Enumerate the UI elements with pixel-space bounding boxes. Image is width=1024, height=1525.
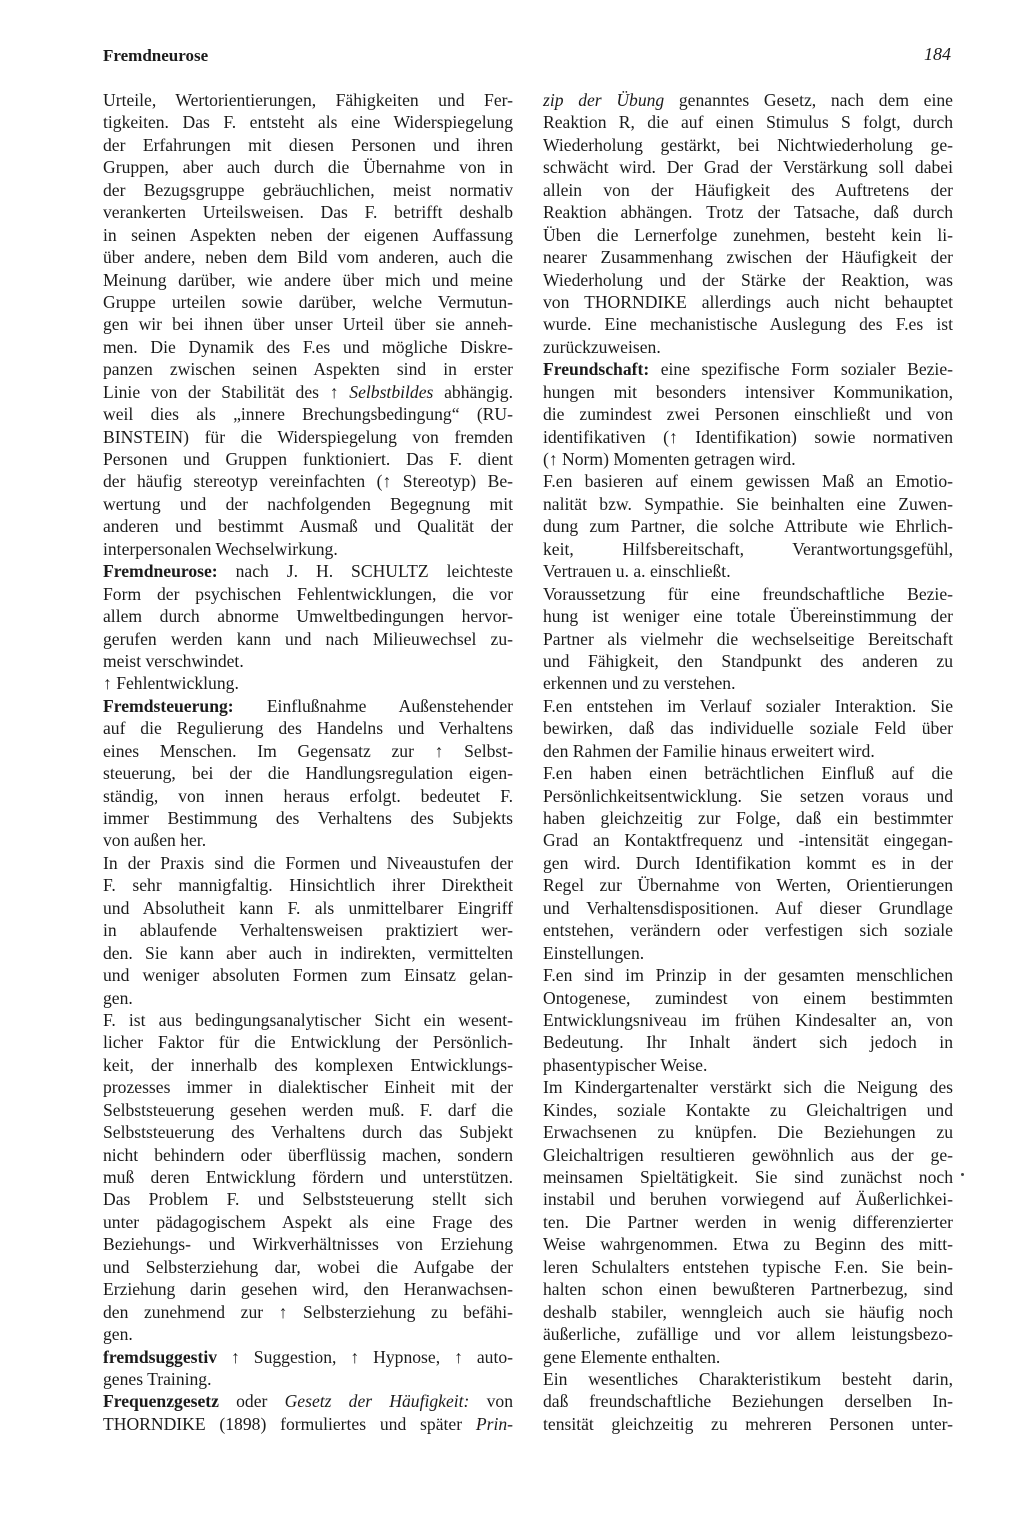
left-text-column [103, 89, 513, 1435]
text-line [543, 1368, 953, 1390]
text-line [103, 111, 513, 133]
text-line [543, 134, 953, 156]
text-line [543, 403, 953, 425]
text-segment: Regel zur Übernahme von Werten, Orientierungen [543, 875, 953, 896]
text-segment: über andere, neben dem Bild vom anderen, auch die [103, 247, 513, 268]
text-line [103, 1144, 513, 1166]
text-line [543, 358, 953, 380]
text-segment: gene Elemente enthalten. [543, 1346, 721, 1367]
text-line [103, 987, 513, 1009]
text-line [103, 762, 513, 784]
text-segment: Gruppe urteilen sowie darüber, welche Vermutun- [103, 291, 513, 312]
text-segment: Gruppen, aber auch durch die Übernahme von in [103, 157, 513, 178]
text-line [543, 179, 953, 201]
text-segment: abhängig. [433, 381, 514, 402]
text-segment: genanntes Gesetz, nach dem eine [664, 90, 953, 110]
text-segment: gen. [103, 987, 133, 1008]
text-segment: gerufen werden kann und nach Milieuwechsel zu- [103, 628, 513, 649]
text-line [103, 672, 513, 694]
page-number: 184 [924, 44, 951, 64]
text-line [103, 897, 513, 919]
text-segment: gen wird. Durch Identifikation kommt es in der [543, 852, 953, 873]
text-line [103, 493, 513, 515]
text-segment: nearer Zusammenhang zwischen der Häufigkeit der [543, 247, 953, 268]
text-line [543, 717, 953, 739]
text-segment: weil dies als „innere Brechungsbedingung“ (RU- [103, 404, 513, 425]
text-line [103, 1256, 513, 1278]
text-line [543, 1278, 953, 1300]
text-segment: in ablaufende Verhaltensweisen praktiziert wer- [103, 920, 513, 941]
text-segment: Wiederholung gestärkt, bei Nichtwiederholung ge- [543, 134, 953, 155]
text-segment: Selbststeuerung gesehen werden muß. F. darf die [103, 1099, 513, 1120]
text-line [103, 650, 513, 672]
text-line [103, 829, 513, 851]
text-line [103, 942, 513, 964]
text-segment: schwächt wird. Der Grad der Verstärkung soll dabei [543, 157, 953, 178]
text-line [103, 246, 513, 268]
text-line [103, 1076, 513, 1098]
text-segment: In der Praxis sind die Formen und Niveaustufen der [103, 852, 513, 873]
text-segment: phasentypischer Weise. [543, 1054, 708, 1075]
text-line [543, 807, 953, 829]
text-segment: steuerung, bei der die Handlungsregulation eigen- [103, 763, 513, 784]
text-line [103, 89, 513, 111]
text-segment: eine spezifische Form sozialer Bezie- [649, 359, 953, 380]
text-line [103, 964, 513, 986]
text-segment: wertung und der nachfolgenden Begegnung mit [103, 493, 513, 514]
text-line [103, 695, 513, 717]
text-segment: wurde. Eine mechanistische Auslegung des F.es ist [543, 314, 953, 335]
text-segment: licher Faktor für die Entwicklung der Persönlich- [103, 1032, 513, 1053]
text-segment: nalität bzw. Sympathie. Sie beinhalten eine Zuwen- [543, 493, 953, 514]
text-line [543, 560, 953, 582]
text-segment: bewirken, daß das individuelle soziale Feld über [543, 718, 953, 739]
text-segment: und Absolutheit kann F. als unmittelbarer Eingriff [103, 897, 513, 918]
text-line [543, 336, 953, 358]
text-line [103, 403, 513, 425]
text-segment: von [469, 1391, 513, 1412]
text-segment: Weise wahrgenommen. Etwa zu Beginn des mitt- [543, 1234, 953, 1255]
text-line [543, 156, 953, 178]
text-segment: deshalb stabiler, wenngleich auch sie häufig noch [543, 1301, 953, 1322]
text-segment: Bedeutung. Ihr Inhalt ändert sich jedoch in [543, 1032, 953, 1053]
text-segment: den Rahmen der Familie hinaus erweitert wird. [543, 740, 875, 761]
text-line [543, 201, 953, 223]
text-segment: ständig, von innen heraus erfolgt. bedeutet F. [103, 785, 513, 806]
italic-text: Prin- [475, 1413, 513, 1434]
text-line [543, 1054, 953, 1076]
text-segment: Partner als vielmehr die wechselseitige Bereitschaft [543, 628, 953, 649]
text-line [543, 785, 953, 807]
text-line [103, 1121, 513, 1143]
text-line [543, 291, 953, 313]
text-line [103, 874, 513, 896]
text-segment: F. ist aus bedingungsanalytischer Sicht ein wesent- [103, 1009, 513, 1030]
text-segment: entstehen, verändern oder verfestigen sich soziale [543, 920, 953, 941]
text-segment: Im Kindergartenalter verstärkt sich die Neigung des [543, 1077, 953, 1098]
text-segment: zurückzuweisen. [543, 336, 661, 357]
text-line [543, 628, 953, 650]
text-segment: Einflußnahme Außenstehender [233, 695, 513, 716]
text-segment: nicht behindern oder überflüssig machen, sondern [103, 1144, 513, 1165]
text-segment: tigkeiten. Das F. entsteht als eine Widerspiegelung [103, 112, 513, 133]
text-segment: Kindes, soziale Kontakte zu Gleichaltrigen und [543, 1099, 953, 1120]
text-line [103, 1166, 513, 1188]
text-segment: und Selbsterziehung dar, wobei die Aufgabe der [103, 1256, 513, 1277]
text-segment: gen. [103, 1324, 133, 1345]
text-segment: der Bezugsgruppe gebräuchlichen, meist normativ [103, 179, 513, 200]
text-line [103, 1368, 513, 1390]
text-segment: keit, der innerhalb des komplexen Entwicklungs- [103, 1054, 513, 1075]
text-line [103, 1009, 513, 1031]
text-line [543, 650, 953, 672]
entry-headword: Freundschaft: [543, 359, 650, 380]
text-segment: F.en basieren auf einem gewissen Maß an Emotio- [543, 471, 953, 492]
text-line [543, 942, 953, 964]
text-line [543, 829, 953, 851]
text-line [543, 493, 953, 515]
text-segment: THORNDIKE (1898) formuliertes und später [103, 1413, 476, 1434]
text-line [103, 291, 513, 313]
text-line [103, 179, 513, 201]
text-line [103, 448, 513, 470]
text-segment: (↑ Norm) Momenten getragen wird. [543, 449, 796, 469]
text-segment: Entwicklungsniveau im frühen Kindesalter an, von [543, 1009, 953, 1030]
text-segment: gen wir bei ihnen über unser Urteil über sie anneh- [103, 314, 513, 335]
text-line [543, 1346, 953, 1368]
text-line [103, 740, 513, 762]
text-line [103, 1390, 513, 1412]
text-segment: der häufig stereotyp vereinfachten (↑ Stereotyp) Be- [103, 471, 513, 492]
text-segment: anderen und bestimmt Ausmaß und Qualität der [103, 516, 513, 537]
text-line [543, 1233, 953, 1255]
text-line [543, 1188, 953, 1210]
text-segment: leren Schulalters entstehen typische F.en. Sie bein- [543, 1256, 953, 1277]
text-segment: hung ist weniger eine totale Übereinstimmung der [543, 606, 953, 627]
text-segment: von THORNDIKE allerdings auch nicht behauptet [543, 291, 953, 312]
text-line [103, 919, 513, 941]
entry-headword: Frequenzgesetz [103, 1391, 219, 1412]
text-segment: tensität gleichzeitig zu mehreren Personen unter- [543, 1413, 953, 1434]
text-line [543, 762, 953, 784]
text-segment: immer Bestimmung des Verhaltens des Subjekts [103, 808, 513, 828]
text-line [543, 448, 953, 470]
text-segment: instabil und beruhen vorwiegend auf Äußerlichkei- [543, 1189, 953, 1210]
text-line [543, 426, 953, 448]
text-segment: F.en haben einen beträchtlichen Einfluß auf die [543, 763, 953, 784]
text-segment: men. Die Dynamik des F.es und mögliche Diskre- [103, 336, 513, 357]
text-line [103, 1323, 513, 1345]
text-segment: F. sehr mannigfaltig. Hinsichtlich ihrer Direktheit [103, 875, 513, 896]
text-line [543, 538, 953, 560]
text-line [543, 381, 953, 403]
text-segment: Urteile, Wertorientierungen, Fähigkeiten und Fer- [103, 90, 513, 110]
text-line [543, 1121, 953, 1143]
text-segment: Voraussetzung für eine freundschaftliche Bezie- [543, 583, 953, 604]
text-segment: Form der psychischen Fehlentwicklungen, die vor [103, 583, 513, 604]
text-segment: Vertrauen u. a. einschließt. [543, 561, 731, 582]
text-line [103, 717, 513, 739]
text-segment: allem durch abnorme Umweltbedingungen hervor- [103, 606, 513, 627]
text-line [543, 1009, 953, 1031]
text-segment: keit, Hilfsbereitschaft, Verantwortungsgefühl, [543, 538, 953, 559]
text-line [543, 987, 953, 1009]
text-line [103, 560, 513, 582]
text-segment: Wiederholung und der Stärke der Reaktion, was [543, 269, 953, 290]
text-segment: daß freundschaftliche Beziehungen derselben In- [543, 1391, 953, 1412]
text-segment: Linie von der Stabilität des ↑ [103, 381, 350, 402]
text-line [543, 583, 953, 605]
text-line [543, 1323, 953, 1345]
text-line [543, 111, 953, 133]
entry-headword: Fremdneurose: [103, 561, 218, 582]
text-line [103, 426, 513, 448]
text-line [103, 134, 513, 156]
text-segment: Üben die Lernerfolge zunehmen, besteht kein li- [543, 224, 953, 245]
text-line [543, 897, 953, 919]
text-segment: Erwachsenen zu knüpfen. Die Beziehungen zu [543, 1122, 953, 1143]
text-segment: Persönlichkeitsentwicklung. Sie setzen voraus und [543, 785, 953, 806]
text-line [103, 1211, 513, 1233]
text-segment: und weniger absoluten Formen zum Einsatz gelan- [103, 965, 513, 986]
text-line [543, 1211, 953, 1233]
text-line [103, 358, 513, 380]
text-line [543, 1301, 953, 1323]
text-segment: äußerliche, zufällige und vor allem leistungsbezo- [543, 1324, 953, 1345]
text-line [103, 269, 513, 291]
text-line [103, 1031, 513, 1053]
text-line [103, 201, 513, 223]
text-segment: F.en sind im Prinzip in der gesamten menschlichen [543, 965, 953, 986]
text-segment: interpersonalen Wechselwirkung. [103, 538, 338, 559]
text-line [543, 515, 953, 537]
text-line [103, 1278, 513, 1300]
text-segment: panzen zwischen seinen Aspekten sind in erster [103, 359, 513, 380]
text-segment: und Verhaltensdispositionen. Auf dieser Grundlage [543, 897, 953, 918]
text-line [543, 964, 953, 986]
text-line [543, 605, 953, 627]
text-line [543, 1031, 953, 1053]
text-segment: meist verschwindet. [103, 650, 244, 671]
text-line [103, 628, 513, 650]
text-segment: in seinen Aspekten neben der eigenen Auffassung [103, 224, 513, 245]
text-line [543, 1390, 953, 1412]
text-line [103, 515, 513, 537]
text-segment: die zumindest zwei Personen einschließt und von [543, 404, 953, 425]
text-segment: erkennen und zu verstehen. [543, 673, 736, 694]
text-line [103, 224, 513, 246]
text-segment: Personen und Gruppen funktioniert. Das F. dient [103, 449, 513, 469]
text-segment: Ontogenese, zumindest von einem bestimmten [543, 987, 953, 1008]
text-segment: Beziehungs- und Wirkverhältnisses von Erziehung [103, 1234, 513, 1255]
text-line [103, 583, 513, 605]
text-segment: ten. Die Partner werden in wenig differenzierter [543, 1211, 953, 1232]
text-segment: genes Training. [103, 1368, 212, 1389]
text-segment: Reaktion abhängen. Trotz der Tatsache, daß durch [543, 202, 953, 223]
text-line [543, 1076, 953, 1098]
text-segment: Reaktion R, die auf einen Stimulus S folgt, durch [543, 112, 953, 133]
text-segment: nach J. H. SCHULTZ leichteste [217, 561, 513, 582]
text-line [543, 89, 953, 111]
text-line [543, 224, 953, 246]
speck-mark [961, 1173, 964, 1176]
text-segment: Meinung darüber, wie andere über mich und meine [103, 269, 513, 290]
text-line [103, 785, 513, 807]
text-line [543, 1166, 953, 1188]
text-line [103, 1413, 513, 1435]
entry-headword: fremdsuggestiv [103, 1346, 218, 1367]
text-line [103, 470, 513, 492]
text-line [103, 336, 513, 358]
right-text-column [543, 89, 953, 1435]
text-line [543, 246, 953, 268]
text-segment: hungen mit besonders intensiver Kommunikation, [543, 381, 953, 402]
text-line [103, 1188, 513, 1210]
text-segment: den zunehmend zur ↑ Selbsterziehung zu befähi- [103, 1301, 513, 1322]
text-line [103, 807, 513, 829]
entry-headword: Fremdsteuerung: [103, 695, 234, 716]
text-line [543, 852, 953, 874]
text-segment: Grad an Kontaktfrequenz und -intensität eingegan- [543, 830, 953, 851]
text-line [543, 919, 953, 941]
text-segment: Selbststeuerung des Verhaltens durch das Subjekt [103, 1122, 513, 1143]
text-line [103, 156, 513, 178]
text-segment: auf die Regulierung des Handelns und Verhaltens [103, 718, 513, 739]
text-segment: Gleichaltrigen resultieren gewöhnlich aus der ge- [543, 1144, 953, 1165]
text-line [543, 269, 953, 291]
text-line [103, 1054, 513, 1076]
text-segment: und Fähigkeit, den Standpunkt des anderen zu [543, 650, 953, 671]
text-segment: oder [218, 1391, 285, 1412]
text-segment: identifikativen (↑ Identifikation) sowie normativen [543, 426, 953, 447]
text-line [543, 1413, 953, 1435]
text-line [103, 538, 513, 560]
text-line [543, 874, 953, 896]
running-head-term: Fremdneurose [103, 46, 209, 65]
text-segment: BINSTEIN) für die Widerspiegelung von fremden [103, 426, 513, 447]
text-segment: meinsamen Spieltätigkeit. Sie sind zunächst noch [543, 1167, 953, 1187]
text-segment: verankerten Urteilsweisen. Das F. betrifft deshalb [103, 202, 513, 223]
text-segment: ↑ Suggestion, ↑ Hypnose, ↑ auto- [217, 1346, 513, 1367]
text-line [103, 1099, 513, 1121]
text-line [543, 672, 953, 694]
text-segment: ↑ Fehlentwicklung. [103, 673, 239, 694]
text-line [103, 1233, 513, 1255]
italic-text: Selbstbildes [349, 381, 434, 402]
text-line [103, 381, 513, 403]
text-segment: F.en entstehen im Verlauf sozialer Interaktion. Sie [543, 695, 953, 716]
text-line [103, 605, 513, 627]
text-line [543, 313, 953, 335]
text-line [543, 1099, 953, 1121]
italic-text: zip der Übung [543, 90, 665, 110]
italic-text: Gesetz der Häufigkeit: [284, 1391, 470, 1412]
text-segment: eines Menschen. Im Gegensatz zur ↑ Selbst- [103, 740, 513, 761]
text-segment: den. Sie kann aber auch in indirekten, vermittelten [103, 942, 513, 963]
text-line [103, 1346, 513, 1368]
text-segment: haben gleichzeitig zur Folge, daß ein bestimmter [543, 808, 953, 828]
text-line [543, 470, 953, 492]
text-segment: Einstellungen. [543, 942, 645, 963]
text-line [103, 313, 513, 335]
text-line [543, 1144, 953, 1166]
text-segment: allein von der Häufigkeit des Auftretens der [543, 179, 953, 200]
text-segment: muß deren Entwicklung fördern und unterstützen. [103, 1167, 513, 1187]
text-segment: unter pädagogischem Aspekt als eine Frage des [103, 1211, 513, 1232]
text-segment: prozesses immer in dialektischer Einheit mit der [103, 1077, 513, 1098]
text-segment: dung zum Partner, die solche Attribute wie Ehrlich- [543, 516, 953, 537]
text-segment: der Erfahrungen mit diesen Personen und ihren [103, 134, 513, 155]
text-line [543, 1256, 953, 1278]
text-line [543, 695, 953, 717]
text-segment: Erziehung darin gesehen wird, den Heranwachsen- [103, 1279, 513, 1300]
text-segment: Ein wesentliches Charakteristikum besteht darin, [543, 1368, 953, 1389]
text-line [103, 852, 513, 874]
text-line [543, 740, 953, 762]
text-segment: halten schon einen bewußteren Partnerbezug, sind [543, 1279, 953, 1300]
text-segment: von außen her. [103, 830, 207, 851]
text-segment: Das Problem F. und Selbststeuerung stellt sich [103, 1189, 513, 1210]
text-line [103, 1301, 513, 1323]
